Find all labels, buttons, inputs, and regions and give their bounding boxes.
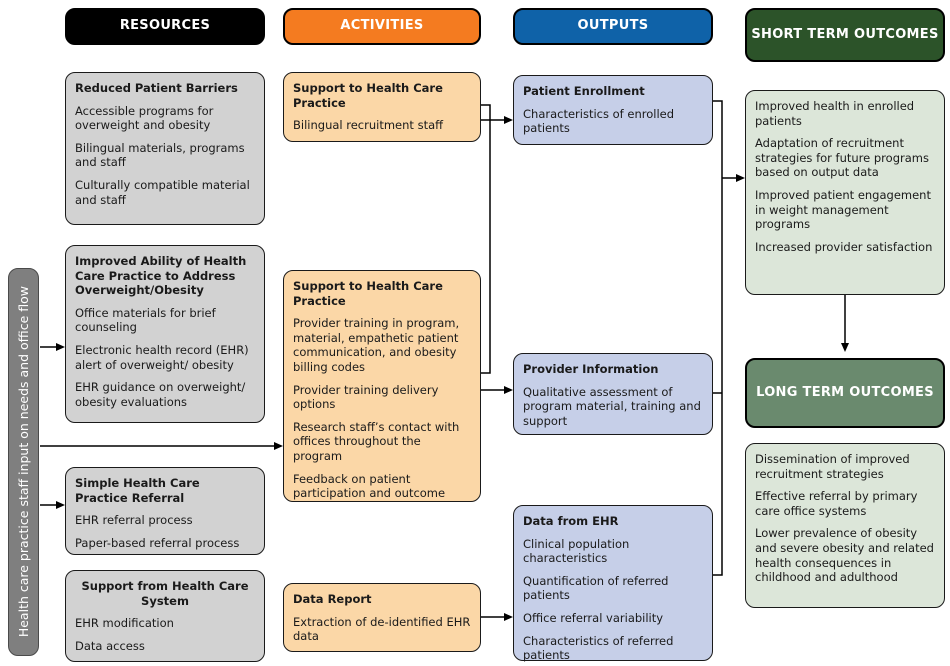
box-item: Provider training in program, material, empathetic patient communication, and obesity billing codes bbox=[293, 316, 460, 374]
box-support-practice-recruitment bbox=[283, 72, 481, 142]
box-short-term-outcomes bbox=[745, 90, 945, 295]
box-items bbox=[75, 306, 255, 410]
box-item: Paper-based referral process bbox=[75, 535, 240, 550]
box-item: Qualitative assessment of program material, training and support bbox=[523, 384, 701, 428]
box-item: Effective referral by primary care office systems bbox=[755, 489, 918, 518]
box-item: Bilingual materials, programs and staff bbox=[75, 140, 245, 170]
header-long-term-outcomes: LONG TERM OUTCOMES bbox=[745, 358, 945, 428]
box-title: Provider Information bbox=[523, 362, 659, 376]
box-item: Quantification of referred patients bbox=[523, 573, 669, 603]
box-item: Electronic health record (EHR) alert of overweight/ obesity bbox=[75, 342, 249, 372]
box-item: Office referral variability bbox=[523, 610, 664, 625]
header-outputs: OUTPUTS bbox=[513, 8, 713, 45]
box-item: Increased provider satisfaction bbox=[755, 239, 933, 254]
box-title: Data Report bbox=[293, 592, 372, 606]
header-resources: RESOURCES bbox=[65, 8, 265, 45]
box-item: EHR modification bbox=[75, 616, 174, 631]
box-item: Accessible programs for overweight and obesity bbox=[75, 103, 214, 133]
box-item: Characteristics of enrolled patients bbox=[523, 106, 675, 136]
box-title: Support from Health Care System bbox=[81, 579, 249, 608]
box-provider-information bbox=[513, 353, 713, 435]
header-activities: ACTIVITIES bbox=[283, 8, 481, 45]
header-short-term-outcomes: SHORT TERM OUTCOMES bbox=[745, 8, 945, 62]
box-items bbox=[523, 385, 703, 429]
box-title: Improved Ability of Health Care Practice to Address Overweight/Obesity bbox=[75, 254, 247, 298]
box-data-from-ehr bbox=[513, 505, 713, 661]
box-items bbox=[293, 316, 471, 501]
box-item: Adaptation of recruitment strategies for future programs based on output data bbox=[755, 136, 929, 180]
box-items bbox=[75, 513, 255, 550]
box-item: Characteristics of referred patients bbox=[523, 633, 674, 663]
box-title: Support to Health Care Practice bbox=[293, 81, 443, 110]
box-reduced-patient-barriers bbox=[65, 72, 265, 225]
staff-input-sidebar-label: Health care practice staff input on needs and office flow bbox=[16, 286, 31, 638]
box-item: Data access bbox=[75, 638, 145, 653]
box-items bbox=[755, 452, 935, 585]
box-title: Reduced Patient Barriers bbox=[75, 81, 238, 95]
box-title: Support to Health Care Practice bbox=[293, 279, 443, 308]
box-item: Bilingual recruitment staff bbox=[293, 118, 444, 133]
box-item: Clinical population characteristics bbox=[523, 536, 630, 566]
box-title: Simple Health Care Practice Referral bbox=[75, 476, 200, 505]
box-support-practice-training bbox=[283, 270, 481, 502]
box-improved-ability bbox=[65, 245, 265, 423]
box-item: Extraction of de-identified EHR data bbox=[293, 614, 471, 644]
box-items bbox=[75, 104, 255, 208]
box-items bbox=[75, 616, 255, 653]
box-data-report bbox=[283, 583, 481, 652]
box-items bbox=[523, 107, 703, 136]
box-item: EHR referral process bbox=[75, 513, 193, 528]
box-item: Research staff’s contact with offices throughout the program bbox=[293, 419, 460, 463]
connector-activity-bracket bbox=[481, 105, 490, 373]
box-items bbox=[755, 99, 935, 254]
box-item: Dissemination of improved recruitment strategies bbox=[755, 452, 910, 481]
box-support-from-system bbox=[65, 570, 265, 662]
box-item: Improved health in enrolled patients bbox=[755, 99, 915, 128]
box-long-term-outcomes bbox=[745, 443, 945, 608]
box-patient-enrollment bbox=[513, 75, 713, 145]
box-items bbox=[293, 615, 471, 644]
box-title: Patient Enrollment bbox=[523, 84, 645, 98]
box-title: Data from EHR bbox=[523, 514, 619, 528]
box-item: Lower prevalence of obesity and severe obesity and related health consequences in childhood and adulthood bbox=[755, 526, 934, 585]
box-item: Office materials for brief counseling bbox=[75, 305, 216, 335]
box-item: EHR guidance on overweight/ obesity evaluations bbox=[75, 380, 246, 409]
box-simple-referral bbox=[65, 467, 265, 555]
box-item: Improved patient engagement in weight management programs bbox=[755, 187, 931, 232]
staff-input-sidebar bbox=[8, 268, 39, 656]
box-item: Provider training delivery options bbox=[293, 382, 439, 412]
box-items bbox=[523, 537, 703, 663]
box-item: Culturally compatible material and staff bbox=[75, 177, 250, 207]
connector-outputs-rail bbox=[713, 101, 722, 575]
box-items bbox=[293, 118, 471, 133]
box-item: Feedback on patient participation and outcome bbox=[293, 471, 446, 501]
